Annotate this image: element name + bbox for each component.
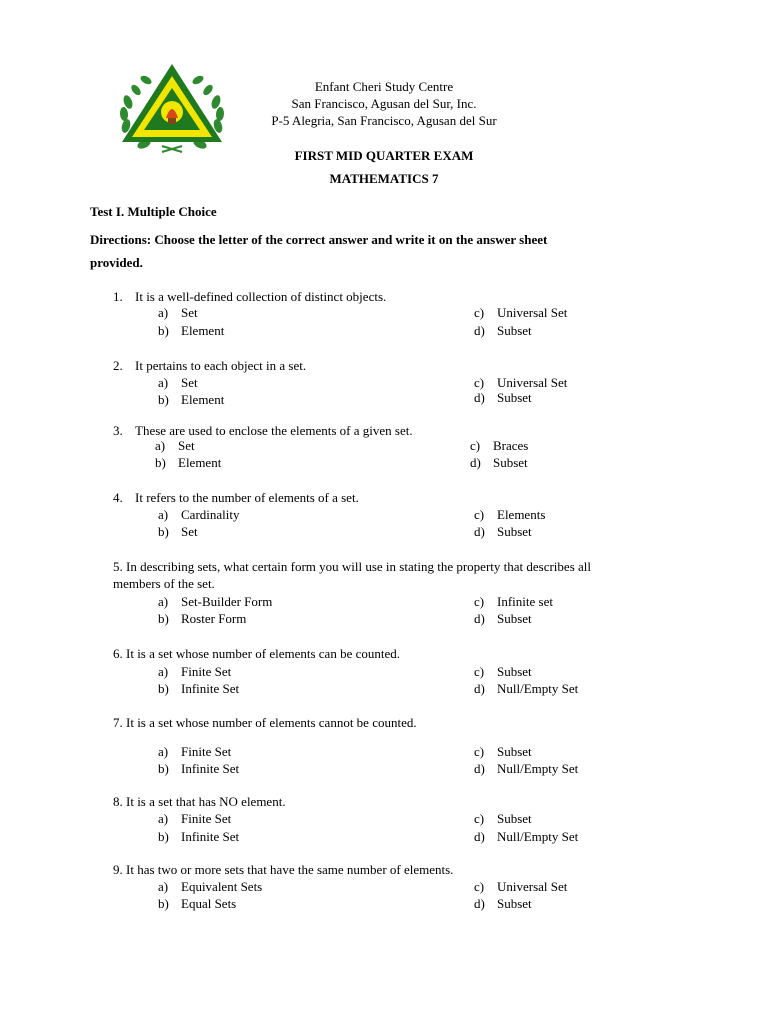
option-c: c) Subset: [474, 664, 532, 679]
option-b: b) Element: [158, 392, 225, 407]
option-a: a) Finite Set: [158, 811, 232, 826]
option-c: c) Universal Set: [474, 375, 568, 390]
directions-line1: Directions: Choose the letter of the correct answer and write it on the answer sheet: [90, 232, 548, 247]
option-d: d) Subset: [474, 524, 532, 539]
option-c: c) Elements: [474, 507, 546, 522]
question-number: 5.: [113, 559, 123, 574]
question-number: 9.: [113, 862, 123, 877]
option-b: b) Set: [158, 524, 198, 539]
option-d: d) Subset: [474, 896, 532, 911]
option-d: d) Null/Empty Set: [474, 681, 579, 696]
option-a: a) Set: [158, 305, 198, 320]
school-address-line2: P-5 Alegria, San Francisco, Agusan del Sur: [271, 113, 497, 128]
option-a: a) Set-Builder Form: [158, 594, 273, 609]
question-7: [113, 715, 417, 731]
question-text: These are used to enclose the elements of a given set.: [135, 423, 413, 438]
option-b: b) Infinite Set: [158, 829, 240, 844]
question-text: It is a set whose number of elements cannot be counted.: [126, 715, 417, 730]
exam-subject: MATHEMATICS 7: [329, 171, 439, 186]
option-c: c) Universal Set: [474, 879, 568, 894]
question-text: It is a well-defined collection of distinct objects.: [135, 289, 387, 304]
option-b: b) Equal Sets: [158, 896, 237, 911]
option-b: b) Roster Form: [158, 611, 247, 626]
school-address-line1: San Francisco, Agusan del Sur, Inc.: [291, 96, 477, 111]
question-5: [113, 559, 591, 575]
option-d: d) Null/Empty Set: [474, 829, 579, 844]
question-text: It refers to the number of elements of a set.: [135, 490, 359, 505]
question-3: [113, 423, 413, 439]
question-number: 1.: [113, 289, 123, 304]
question-number: 2.: [113, 358, 123, 373]
directions-line2: provided.: [90, 255, 143, 270]
option-d: d) Subset: [474, 611, 532, 626]
question-9: [113, 862, 453, 878]
option-a: a) Equivalent Sets: [158, 879, 263, 894]
option-c: c) Subset: [474, 744, 532, 759]
question-text: It is a set whose number of elements can be counted.: [126, 646, 400, 661]
question-4: [113, 490, 359, 506]
question-8: [113, 794, 286, 810]
question-number: 7.: [113, 715, 123, 730]
option-d: d) Subset: [470, 455, 528, 470]
question-text: It is a set that has NO element.: [126, 794, 286, 809]
option-a: a) Finite Set: [158, 664, 232, 679]
option-c: c) Infinite set: [474, 594, 553, 609]
question-1: [113, 289, 386, 305]
option-a: a) Finite Set: [158, 744, 232, 759]
test-heading: Test I. Multiple Choice: [90, 204, 217, 219]
question-6: [113, 646, 400, 662]
option-a: a) Cardinality: [158, 507, 240, 522]
option-b: b) Infinite Set: [158, 761, 240, 776]
option-c: c) Universal Set: [474, 305, 568, 320]
question-2: [113, 358, 306, 374]
school-name: Enfant Cheri Study Centre: [314, 79, 454, 94]
question-number: 6.: [113, 646, 123, 661]
question-text-line1: In describing sets, what certain form you will use in stating the property that describes all: [126, 559, 591, 574]
exam-title: FIRST MID QUARTER EXAM: [294, 148, 474, 163]
question-number: 3.: [113, 423, 123, 438]
option-a: a) Set: [155, 438, 195, 453]
option-c: c) Braces: [470, 438, 529, 453]
option-b: b) Element: [158, 323, 225, 338]
question-text: It pertains to each object in a set.: [135, 358, 307, 373]
option-b: b) Element: [155, 455, 222, 470]
option-d: d) Null/Empty Set: [474, 761, 579, 776]
question-number: 8.: [113, 794, 123, 809]
option-c: c) Subset: [474, 811, 532, 826]
question-text: It has two or more sets that have the same number of elements.: [126, 862, 454, 877]
question-number: 4.: [113, 490, 123, 505]
option-a: a) Set: [158, 375, 198, 390]
question-5-line2: members of the set.: [113, 576, 215, 591]
option-d: d) Subset: [474, 390, 532, 405]
option-d: d) Subset: [474, 323, 532, 338]
option-b: b) Infinite Set: [158, 681, 240, 696]
